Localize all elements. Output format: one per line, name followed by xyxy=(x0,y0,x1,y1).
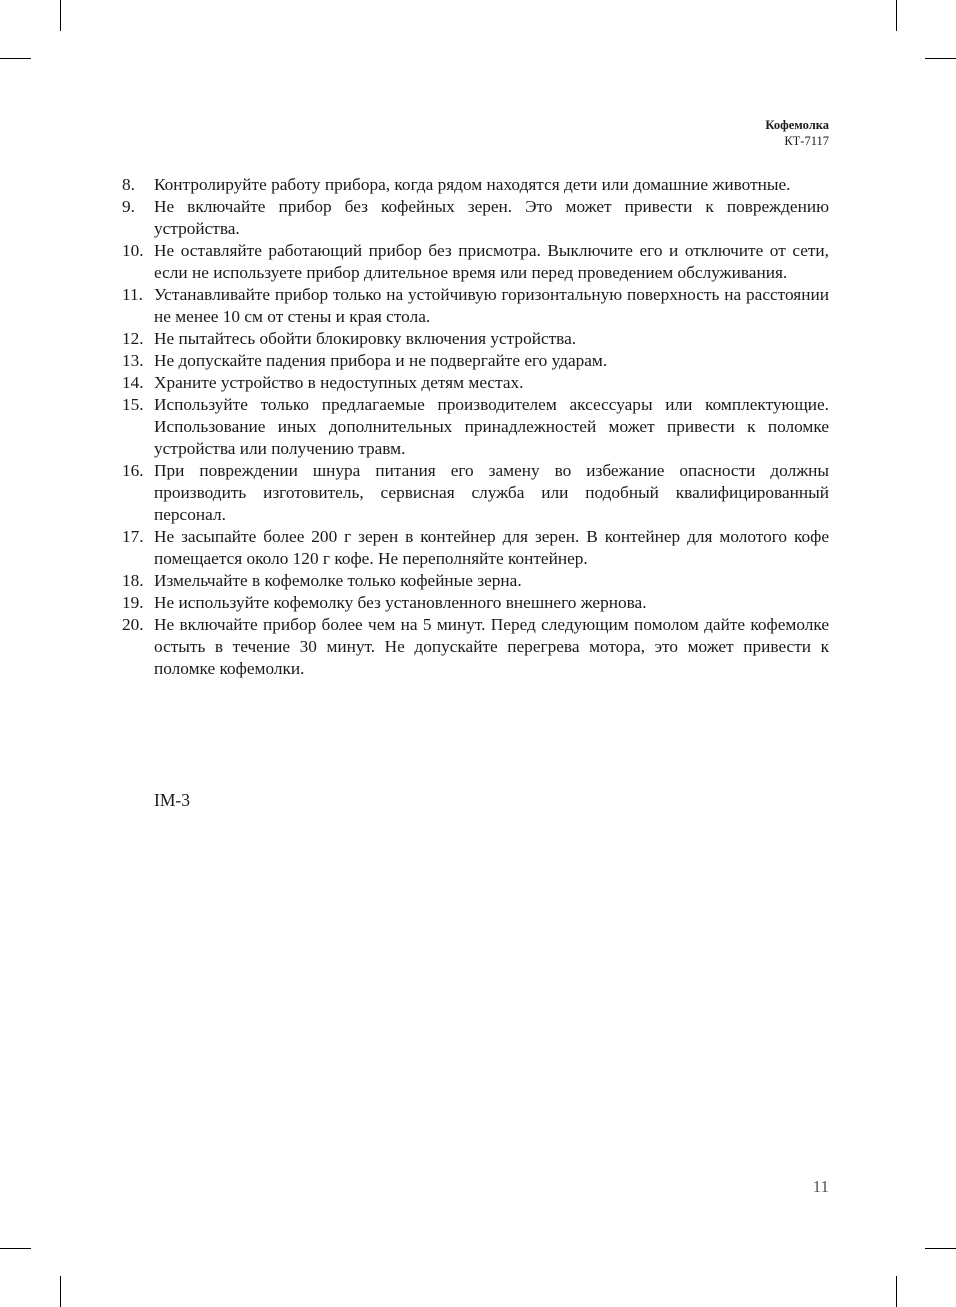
item-text: Не оставляйте работающий прибор без присмотра. Выключите его и отключите от сети, если не используете прибор длительное время или перед проведением обслуживания. xyxy=(154,241,829,282)
item-number: 17. xyxy=(122,527,144,546)
item-number: 12. xyxy=(122,329,144,348)
item-number: 16. xyxy=(122,461,144,480)
item-number: 19. xyxy=(122,593,144,612)
item-text: Измельчайте в кофемолке только кофейные зерна. xyxy=(154,571,522,590)
item-text: Не засыпайте более 200 г зерен в контейнер для зерен. В контейнер для молотого кофе помещается около 120 г кофе. Не переполняйте контейнер. xyxy=(154,527,829,568)
list-item xyxy=(122,570,829,592)
list-item xyxy=(122,614,829,680)
item-text: Храните устройство в недоступных детям местах. xyxy=(154,373,524,392)
crop-mark-top-left-vertical xyxy=(60,0,61,31)
list-item xyxy=(122,372,829,394)
item-number: 15. xyxy=(122,395,144,414)
item-text: При повреждении шнура питания его замену во избежание опасности должны производить изготовитель, сервисная служба или подобный квалифицированный персонал. xyxy=(154,461,829,524)
list-item xyxy=(122,196,829,240)
crop-mark-top-right-horizontal xyxy=(925,58,956,59)
document-code: IM-3 xyxy=(154,790,190,810)
item-number: 8. xyxy=(122,175,135,194)
crop-mark-bottom-left-vertical xyxy=(60,1276,61,1307)
item-text: Не допускайте падения прибора и не подвергайте его ударам. xyxy=(154,351,608,370)
list-item xyxy=(122,460,829,526)
item-text: Не включайте прибор более чем на 5 минут. Перед следующим помолом дайте кофемолке остыть в течение 30 минут. Не допускайте перегрева мотора, это может привести к поломке кофемолки. xyxy=(154,615,829,678)
item-text: Контролируйте работу прибора, когда рядом находятся дети или домашние животные. xyxy=(154,175,791,194)
crop-mark-bottom-right-vertical xyxy=(896,1276,897,1307)
item-number: 9. xyxy=(122,197,135,216)
item-number: 18. xyxy=(122,571,144,590)
item-number: 13. xyxy=(122,351,144,370)
crop-mark-top-right-vertical xyxy=(896,0,897,31)
list-item xyxy=(122,526,829,570)
list-item xyxy=(122,394,829,460)
item-text: Не пытайтесь обойти блокировку включения устройства. xyxy=(154,329,577,348)
item-number: 11. xyxy=(122,285,143,304)
list-item xyxy=(122,592,829,614)
list-item xyxy=(122,284,829,328)
safety-instructions-list xyxy=(122,174,829,680)
crop-mark-bottom-right-horizontal xyxy=(925,1248,956,1249)
list-item xyxy=(122,350,829,372)
list-item xyxy=(122,174,829,196)
list-item xyxy=(122,328,829,350)
item-number: 10. xyxy=(122,241,144,260)
item-text: Не включайте прибор без кофейных зерен. Это может привести к повреждению устройства. xyxy=(154,197,829,238)
item-text: Устанавливайте прибор только на устойчивую горизонтальную поверхность на расстоянии не менее 10 см от стены и края стола. xyxy=(154,285,829,326)
product-model: КТ-7117 xyxy=(784,134,829,148)
product-title: Кофемолка xyxy=(765,118,829,132)
item-number: 20. xyxy=(122,615,144,634)
item-number: 14. xyxy=(122,373,144,392)
crop-mark-bottom-left-horizontal xyxy=(0,1248,31,1249)
item-text: Не используйте кофемолку без установленного внешнего жернова. xyxy=(154,593,647,612)
running-header xyxy=(765,117,829,149)
item-text: Используйте только предлагаемые производителем аксессуары или комплектующие. Использование иных дополнительных принадлежностей может привести к поломке устройства или получению травм. xyxy=(154,395,829,458)
crop-mark-top-left-horizontal xyxy=(0,58,31,59)
page-number: 11 xyxy=(812,1177,829,1196)
list-item xyxy=(122,240,829,284)
